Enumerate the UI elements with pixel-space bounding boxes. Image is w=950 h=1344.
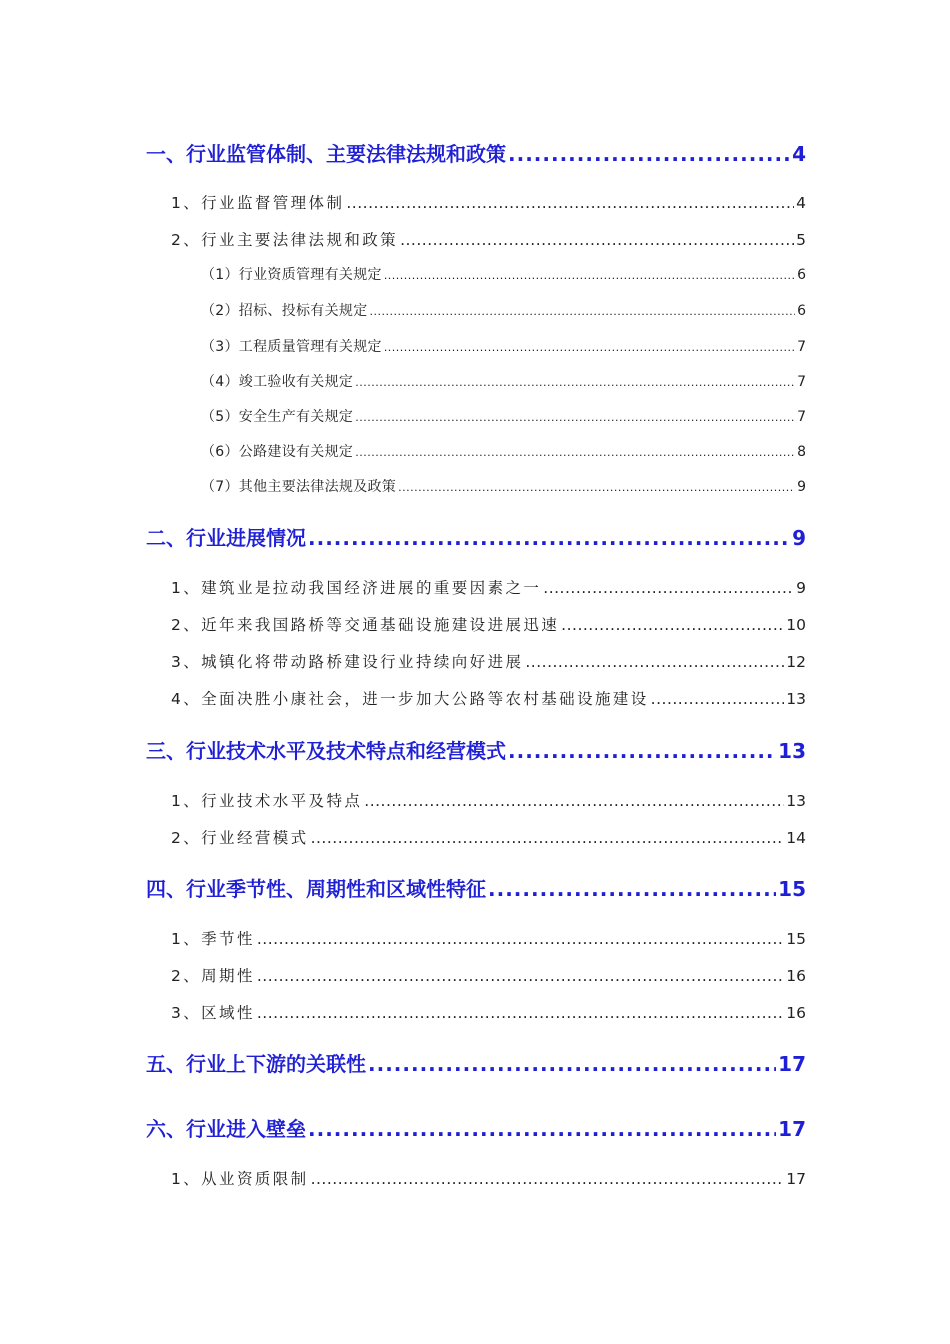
toc-heading[interactable] (146, 873, 806, 902)
toc-title: 一、行业监管体制、主要法律法规和政策 (146, 142, 506, 166)
toc-title: 2、行业经营模式 (171, 829, 309, 847)
toc-leader-dots (257, 1004, 784, 1022)
toc-leader-dots (384, 269, 795, 282)
toc-page-number: 7 (797, 339, 806, 355)
toc-page-number: 10 (786, 616, 806, 634)
toc-leader-dots (311, 829, 785, 847)
toc-title: 1、从业资质限制 (171, 1170, 309, 1188)
toc-title: 六、行业进入壁垒 (146, 1117, 306, 1141)
toc-page-number: 14 (786, 829, 806, 847)
toc-title: （2）招标、投标有关规定 (201, 303, 368, 319)
toc-page-number: 13 (786, 792, 806, 810)
toc-subitem[interactable] (201, 264, 806, 284)
toc-leader-dots (346, 194, 794, 212)
toc-page-number: 7 (797, 374, 806, 390)
toc-item[interactable] (171, 191, 806, 213)
toc-leader-dots (561, 616, 784, 634)
toc-leader-dots (508, 739, 776, 763)
toc-leader-dots (651, 690, 785, 708)
toc-leader-dots (543, 579, 794, 597)
toc-page-number: 13 (786, 690, 806, 708)
toc-page-number: 15 (786, 930, 806, 948)
toc-title: 2、周期性 (171, 967, 255, 985)
toc-subitem[interactable] (201, 441, 806, 461)
toc-title: 1、季节性 (171, 930, 255, 948)
toc-leader-dots (355, 411, 795, 424)
toc-page-number: 9 (796, 579, 806, 597)
toc-page-number: 4 (796, 194, 806, 212)
toc-title: 1、行业监督管理体制 (171, 194, 345, 212)
toc-item[interactable] (171, 687, 806, 709)
toc-leader-dots (257, 930, 784, 948)
toc-title: 1、行业技术水平及特点 (171, 792, 363, 810)
toc-leader-dots (398, 481, 795, 494)
toc-leader-dots (488, 877, 776, 901)
toc-item[interactable] (171, 613, 806, 635)
toc-title: （6）公路建设有关规定 (201, 444, 354, 460)
toc-title: （3）工程质量管理有关规定 (201, 339, 382, 355)
toc-subitem[interactable] (201, 406, 806, 426)
toc-item[interactable] (171, 576, 806, 598)
toc-subitem[interactable] (201, 300, 806, 320)
toc-leader-dots (311, 1170, 785, 1188)
toc-subitem[interactable] (201, 336, 806, 356)
toc-leader-dots (355, 376, 795, 389)
toc-title: 1、建筑业是拉动我国经济进展的重要因素之一 (171, 579, 542, 597)
toc-page-number: 17 (778, 1117, 806, 1141)
toc-title: 3、区域性 (171, 1004, 255, 1022)
toc-heading[interactable] (146, 1113, 806, 1142)
toc-page-number: 4 (792, 142, 806, 166)
toc-page-number: 15 (778, 877, 806, 901)
toc-item[interactable] (171, 789, 806, 811)
toc-page-number: 9 (797, 479, 806, 495)
toc-page-number: 6 (797, 303, 806, 319)
toc-title: （4）竣工验收有关规定 (201, 374, 354, 390)
toc-leader-dots (308, 1117, 776, 1141)
toc-leader-dots (355, 446, 795, 459)
toc-heading[interactable] (146, 522, 806, 551)
toc-page-number: 6 (797, 267, 806, 283)
toc-title: 4、全面决胜小康社会，进一步加大公路等农村基础设施建设 (171, 690, 649, 708)
toc-title: （7）其他主要法律法规及政策 (201, 479, 397, 495)
toc-item[interactable] (171, 1167, 806, 1189)
toc-leader-dots (384, 341, 795, 354)
toc-item[interactable] (171, 964, 806, 986)
toc-page-number: 16 (786, 967, 806, 985)
toc-leader-dots (257, 967, 784, 985)
toc-page-number: 7 (797, 409, 806, 425)
toc-heading[interactable] (146, 138, 806, 167)
toc-page-number: 17 (778, 1052, 806, 1076)
toc-page-number: 5 (796, 231, 806, 249)
toc-leader-dots (370, 305, 796, 318)
toc-subitem[interactable] (201, 476, 806, 496)
toc-subitem[interactable] (201, 371, 806, 391)
toc-page-number: 8 (797, 444, 806, 460)
toc-leader-dots (364, 792, 784, 810)
toc-leader-dots (400, 231, 794, 249)
toc-title: 四、行业季节性、周期性和区域性特征 (146, 877, 486, 901)
toc-title: 3、城镇化将带动路桥建设行业持续向好进展 (171, 653, 524, 671)
toc-leader-dots (308, 526, 790, 550)
toc-leader-dots (508, 142, 790, 166)
toc-item[interactable] (171, 826, 806, 848)
toc-title: 三、行业技术水平及技术特点和经营模式 (146, 739, 506, 763)
toc-title: 2、近年来我国路桥等交通基础设施建设进展迅速 (171, 616, 560, 634)
toc-item[interactable] (171, 1001, 806, 1023)
toc-page-number: 12 (786, 653, 806, 671)
toc-title: 五、行业上下游的关联性 (146, 1052, 366, 1076)
toc-heading[interactable] (146, 1048, 806, 1077)
toc-page-number: 16 (786, 1004, 806, 1022)
toc-item[interactable] (171, 228, 806, 250)
toc-leader-dots (368, 1052, 776, 1076)
toc-title: （1）行业资质管理有关规定 (201, 267, 382, 283)
toc-item[interactable] (171, 650, 806, 672)
toc-leader-dots (525, 653, 784, 671)
toc-item[interactable] (171, 927, 806, 949)
toc-title: 2、行业主要法律法规和政策 (171, 231, 399, 249)
toc-title: 二、行业进展情况 (146, 526, 306, 550)
toc-page-number: 13 (778, 739, 806, 763)
toc-title: （5）安全生产有关规定 (201, 409, 354, 425)
toc-page-number: 17 (786, 1170, 806, 1188)
toc-heading[interactable] (146, 735, 806, 764)
toc-page-number: 9 (792, 526, 806, 550)
